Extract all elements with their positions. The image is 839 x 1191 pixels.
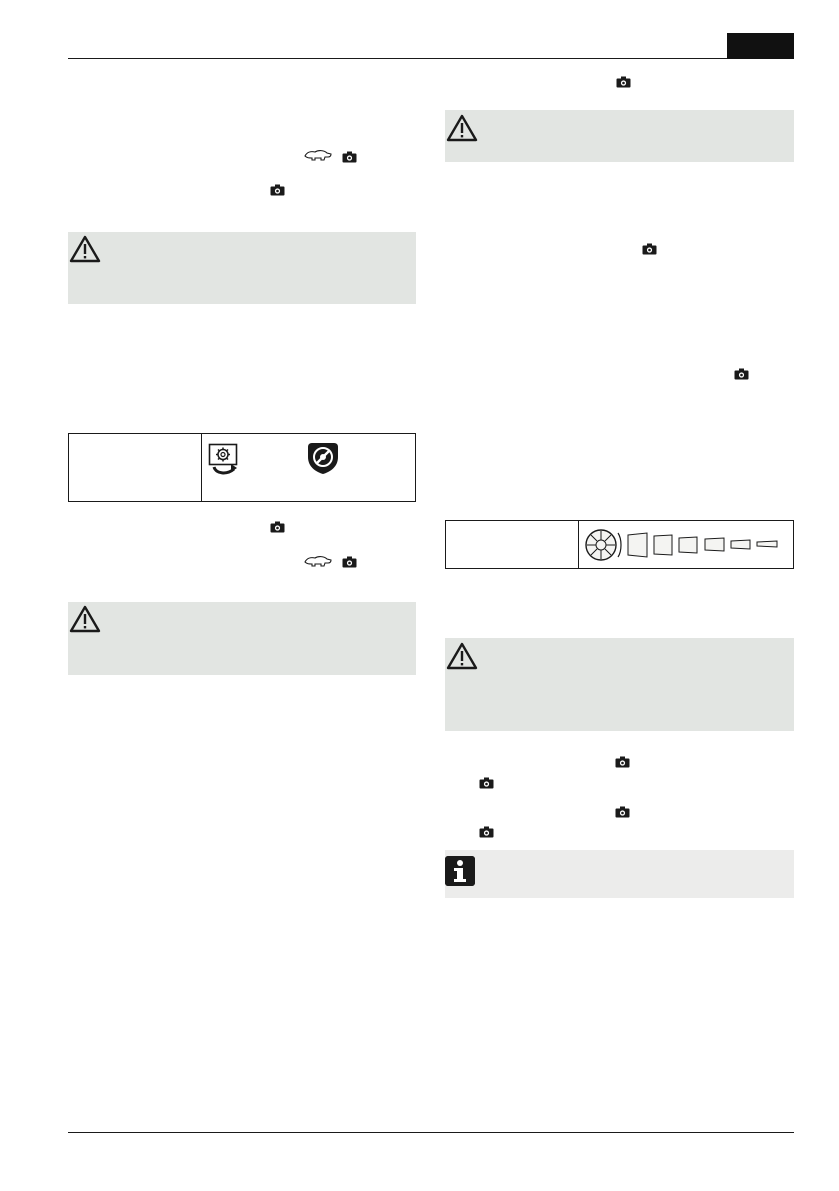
feed-roller-size-icon <box>584 527 789 563</box>
camera-icon <box>616 76 631 88</box>
table-divider <box>201 434 202 501</box>
warning-box <box>68 232 416 304</box>
turtle-speed-icon <box>303 555 333 569</box>
page-tab <box>727 33 794 59</box>
warning-box <box>445 110 794 162</box>
warning-triangle-icon <box>69 235 101 263</box>
warning-box <box>445 638 794 731</box>
symbol-table <box>68 433 416 502</box>
camera-icon <box>642 243 657 255</box>
camera-icon <box>615 806 630 818</box>
camera-icon <box>734 368 749 380</box>
warning-triangle-icon <box>446 642 478 670</box>
camera-icon <box>270 521 285 533</box>
warning-triangle-icon <box>446 114 478 142</box>
header-rule <box>68 58 794 59</box>
info-icon <box>445 856 475 886</box>
camera-icon <box>615 756 630 768</box>
footer-rule <box>68 1132 794 1133</box>
camera-icon <box>479 826 494 838</box>
symbol-table <box>445 520 794 569</box>
rotate-settings-icon <box>208 443 240 477</box>
camera-icon <box>479 777 494 789</box>
camera-icon <box>342 151 357 163</box>
camera-icon <box>270 184 285 196</box>
warning-triangle-icon <box>69 605 101 633</box>
camera-icon <box>342 556 357 568</box>
turtle-speed-icon <box>303 149 333 163</box>
warning-box <box>68 602 416 675</box>
chain-gear-icon <box>306 441 340 475</box>
table-divider <box>578 521 579 568</box>
info-box <box>445 850 794 898</box>
